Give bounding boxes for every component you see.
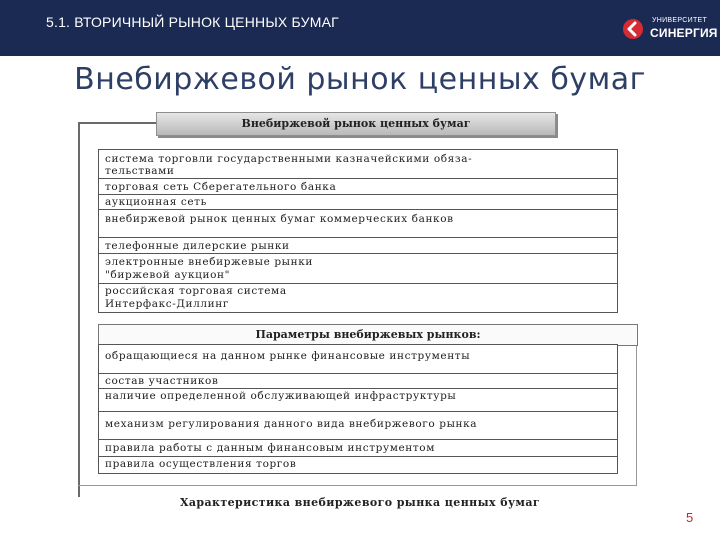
connector-line <box>78 485 636 486</box>
slide-title: Внебиржевой рынок ценных бумаг <box>74 62 646 97</box>
connector-line <box>636 326 637 486</box>
divider <box>99 283 617 284</box>
list-item: аукционная сеть <box>105 196 207 208</box>
params-list <box>98 344 618 474</box>
list-item: обращающиеся на данном рынке финансовые инструменты <box>105 350 471 362</box>
logo-top-text: УНИВЕРСИТЕТ <box>652 17 708 24</box>
list-item: телефонные дилерские рынки <box>105 240 290 252</box>
diagram-header-box: Внебиржевой рынок ценных бумаг <box>156 112 556 136</box>
divider <box>99 178 617 179</box>
list-item: Интерфакс-Диллинг <box>105 298 229 310</box>
list-item: наличие определенной обслуживающей инфраструктуры <box>105 390 457 402</box>
list-item: "биржевой аукцион" <box>105 269 231 281</box>
divider <box>99 439 617 440</box>
divider <box>99 209 617 210</box>
page-number: 5 <box>686 510 694 525</box>
divider <box>99 388 617 389</box>
list-item: механизм регулирования данного вида внебиржевого рынка <box>105 418 478 430</box>
divider <box>99 194 617 195</box>
university-logo <box>618 14 718 44</box>
list-item: состав участников <box>105 375 219 387</box>
list-item: система торговли государственными казначейскими обяза- <box>105 153 473 165</box>
list-item: российская торговая система <box>105 285 287 297</box>
list-item: внебиржевой рынок ценных бумаг коммерческих банков <box>105 213 454 225</box>
connector-line <box>78 122 80 497</box>
divider <box>99 456 617 457</box>
otc-types-list <box>98 149 618 313</box>
list-item: торговая сеть Сберегательного банка <box>105 181 337 193</box>
synergy-logo-icon <box>622 18 644 40</box>
list-item: электронные внебиржевые рынки <box>105 256 313 268</box>
divider <box>99 253 617 254</box>
divider <box>99 237 617 238</box>
list-item: правила работы с данным финансовым инструментом <box>105 442 435 454</box>
logo-bottom-text: СИНЕРГИЯ <box>650 26 718 40</box>
divider <box>99 411 617 412</box>
list-item: правила осуществления торгов <box>105 458 297 470</box>
slide-header <box>0 0 720 56</box>
diagram-caption: Характеристика внебиржевого рынка ценных бумаг <box>179 496 541 509</box>
params-header-box: Параметры внебиржевых рынков: <box>98 324 638 346</box>
list-item: тельствами <box>105 165 175 177</box>
divider <box>99 373 617 374</box>
otc-market-diagram <box>70 112 650 512</box>
section-title: 5.1. ВТОРИЧНЫЙ РЫНОК ЦЕННЫХ БУМАГ <box>46 14 339 30</box>
